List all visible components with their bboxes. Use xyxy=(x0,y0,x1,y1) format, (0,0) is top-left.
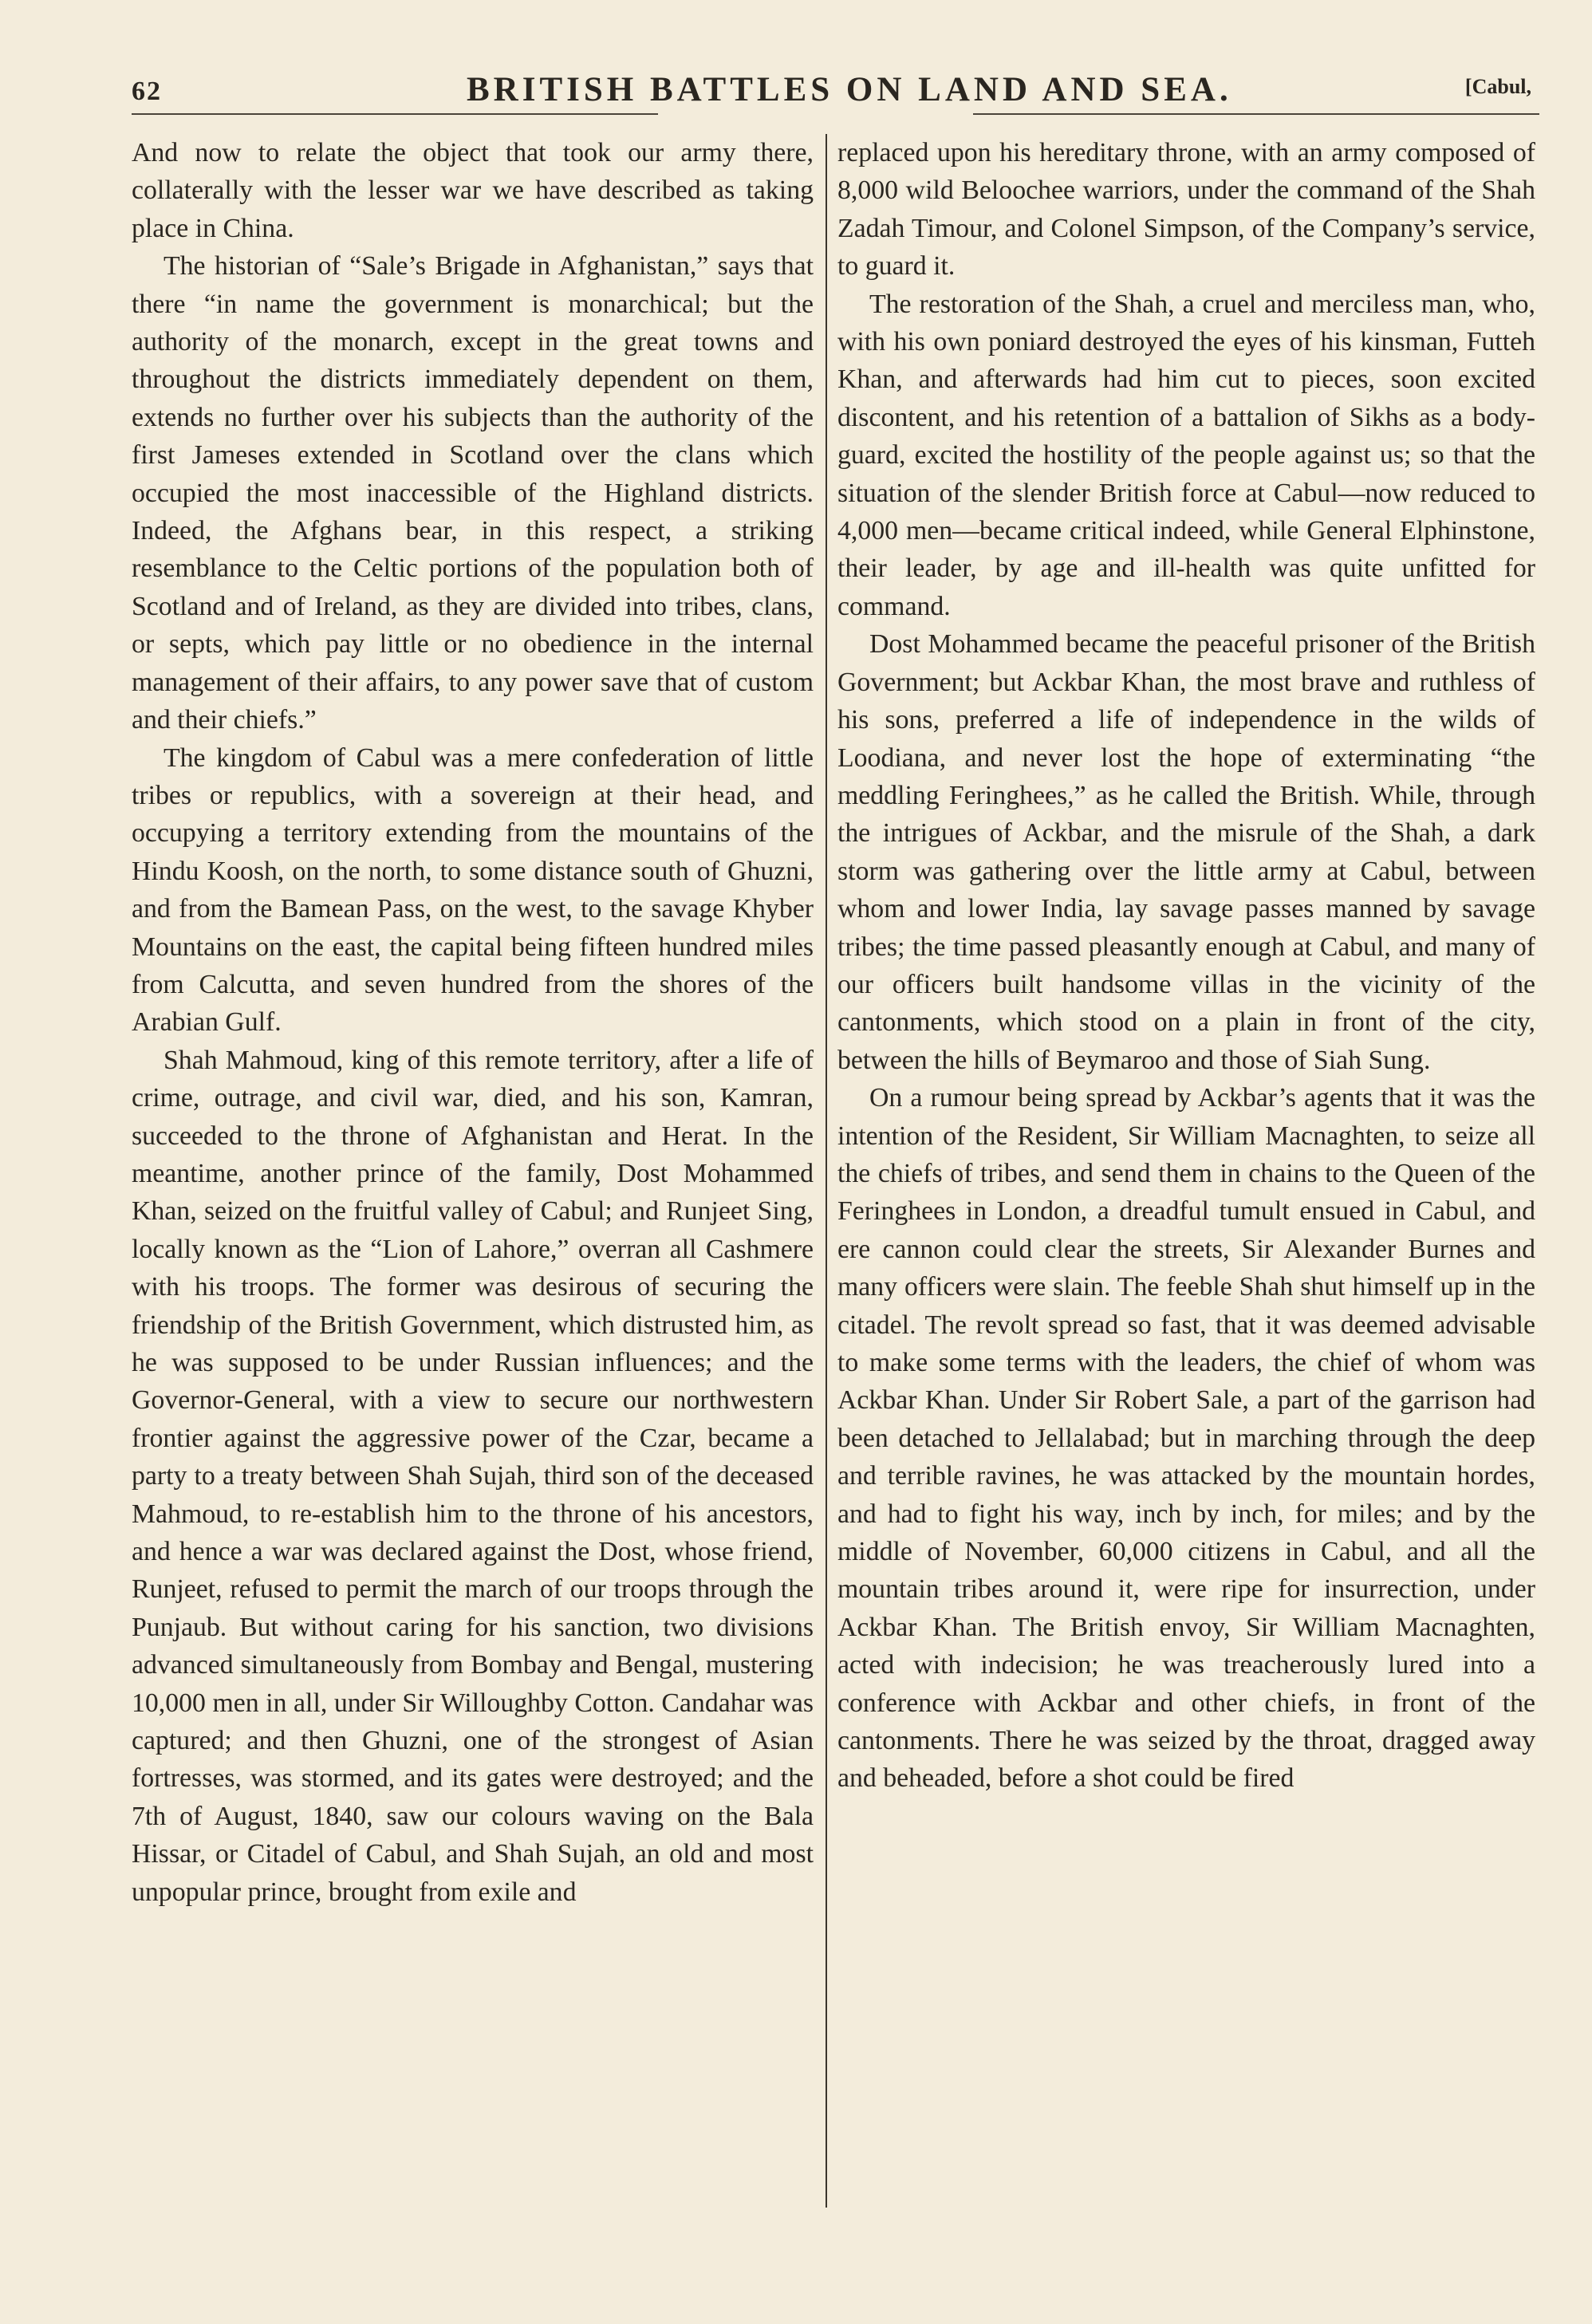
paragraph: The kingdom of Cabul was a mere confederation of little tribes or republics, with a sovereign at their head, and occupying a territory extending from the mountains of the Hindu Koosh, on the north, to some distance south of Ghuzni, and from the Bamean Pass, on the west, to the savage Khyber Mountains on the east, the capital being fifteen hundred miles from Calcutta, and seven hundred from the shores of the Arabian Gulf. xyxy=(132,742,814,1038)
paragraph: On a rumour being spread by Ackbar’s agents that it was the intention of the Resident, Sir William Macnaghten, to seize all the chiefs of tribes, and send them in chains to the Queen of the Feringhees in London, a dreadful tumult ensued in Cabul, and ere cannon could clear the streets, Sir Alexander Burnes and many officers were slain. The feeble Shah shut himself up in the citadel. The revolt spread so fast, that it was deemed advisable to make some terms with the leaders, the chief of whom was Ackbar Khan. Under Sir Robert Sale, a part of the garrison had been detached to Jellalabad; but in marching through the deep and terrible ravines, he was attacked by the mountain hordes, and had to fight his way, inch by inch, for miles; and by the middle of November, 60,000 citizens in Cabul, and all the mountain tribes around it, were ripe for insurrection, under Ackbar Khan. The British envoy, Sir William Macnaghten, acted with indecision; he was treacherously lured into a conference with Ackbar and other chiefs, in front of the cantonments. There he was seized by the throat, dragged away and beheaded, before a shot could be fired xyxy=(837,1083,1535,1794)
paragraph: Shah Mahmoud, king of this remote territory, after a life of crime, outrage, and civil war, died, and his son, Kamran, succeeded to the throne of Afghanistan and Herat. In the meantime, another prince of the family, Dost Mohammed Khan, seized on the fruitful valley of Cabul; and Runjeet Sing, locally known as the “Lion of Lahore,” overran all Cashmere with his troops. The former was desirous of securing the friendship of the British Government, which distrusted him, as he was supposed to be under Russian influences; and the Governor-General, with a view to secure our northwestern frontier against the aggressive power of the Czar, became a party to a treaty between Shah Sujah, third son of the deceased Mahmoud, to re-establish him to the throne of his ancestors, and hence a war was declared against the Dost, whose friend, Runjeet, refused to permit the march of our troops through the Punjaub. But without caring for his sanction, two divisions advanced simultaneously from Bombay and Bengal, mustering 10,000 men in all, under Sir Willoughby Cotton. Candahar was captured; and then Ghuzni, one of the strongest of Asian fortresses, was stormed, and its gates were destroyed; and the 7th of August, 1840, saw our colours waving on the Bala Hissar, or Citadel of Cabul, and Shah Sujah, an old and most unpopular prince, brought from exile and xyxy=(132,1045,814,1907)
page-number: 62 xyxy=(132,77,162,106)
section-label: [Cabul, xyxy=(1464,75,1531,98)
paragraph: The historian of “Sale’s Brigade in Afghanistan,” says that there “in name the government is monarchical; but the authority of the monarch, except in the great towns and throughout the districts immediately dependent on them, extends no further over his subjects than the authority of the first Jameses extended in Scotland over the clans which occupied the most inaccessible of the Highland districts. Indeed, the Afghans bear, in this respect, a striking resemblance to the Celtic portions of the population both of Scotland and of Ireland, as they are divided into tribes, clans, or septs, which pay little or no obedience in the internal management of their affairs, to any power save that of custom and their chiefs.” xyxy=(132,251,814,735)
running-title: BRITISH BATTLES ON LAND AND SEA. xyxy=(467,71,1232,108)
left-column xyxy=(132,134,814,1911)
paragraph: Dost Mohammed became the peaceful prisoner of the British Government; but Ackbar Khan, the most brave and ruthless of his sons, preferred a life of independence in the wilds of Loodiana, and never lost the hope of exterminating “the meddling Feringhees,” as he called the British. While, through the intrigues of Ackbar, and the misrule of the Shah, a dark storm was gathering over the little army at Cabul, between whom and lower India, lay savage passes manned by savage tribes; the time passed pleasantly enough at Cabul, and many of our officers built handsome villas in the vicinity of the cantonments, which stood on a plain in front of the city, between the hills of Beymaroo and those of Siah Sung. xyxy=(837,629,1535,1075)
paragraph: The restoration of the Shah, a cruel and merciless man, who, with his own poniard destroyed the eyes of his kinsman, Futteh Khan, and afterwards had him cut to pieces, soon excited discontent, and his retention of a battalion of Sikhs as a body-guard, excited the hostility of the people against us; so that the situation of the slender British force at Cabul—now reduced to 4,000 men—became critical indeed, while General Elphinstone, their leader, by age and ill-health was quite unfitted for command. xyxy=(837,289,1535,621)
header-rule-right xyxy=(973,113,1539,115)
header-rule-left xyxy=(132,113,658,115)
page-header xyxy=(132,70,1539,126)
paragraph: And now to relate the object that took our army there, collaterally with the lesser war we have described as taking place in China. xyxy=(132,138,814,243)
right-column xyxy=(837,134,1535,1798)
column-divider xyxy=(826,134,827,2208)
paragraph: replaced upon his hereditary throne, with an army composed of 8,000 wild Beloochee warriors, under the command of the Shah Zadah Timour, and Colonel Simpson, of the Company’s service, to guard it. xyxy=(837,138,1535,282)
